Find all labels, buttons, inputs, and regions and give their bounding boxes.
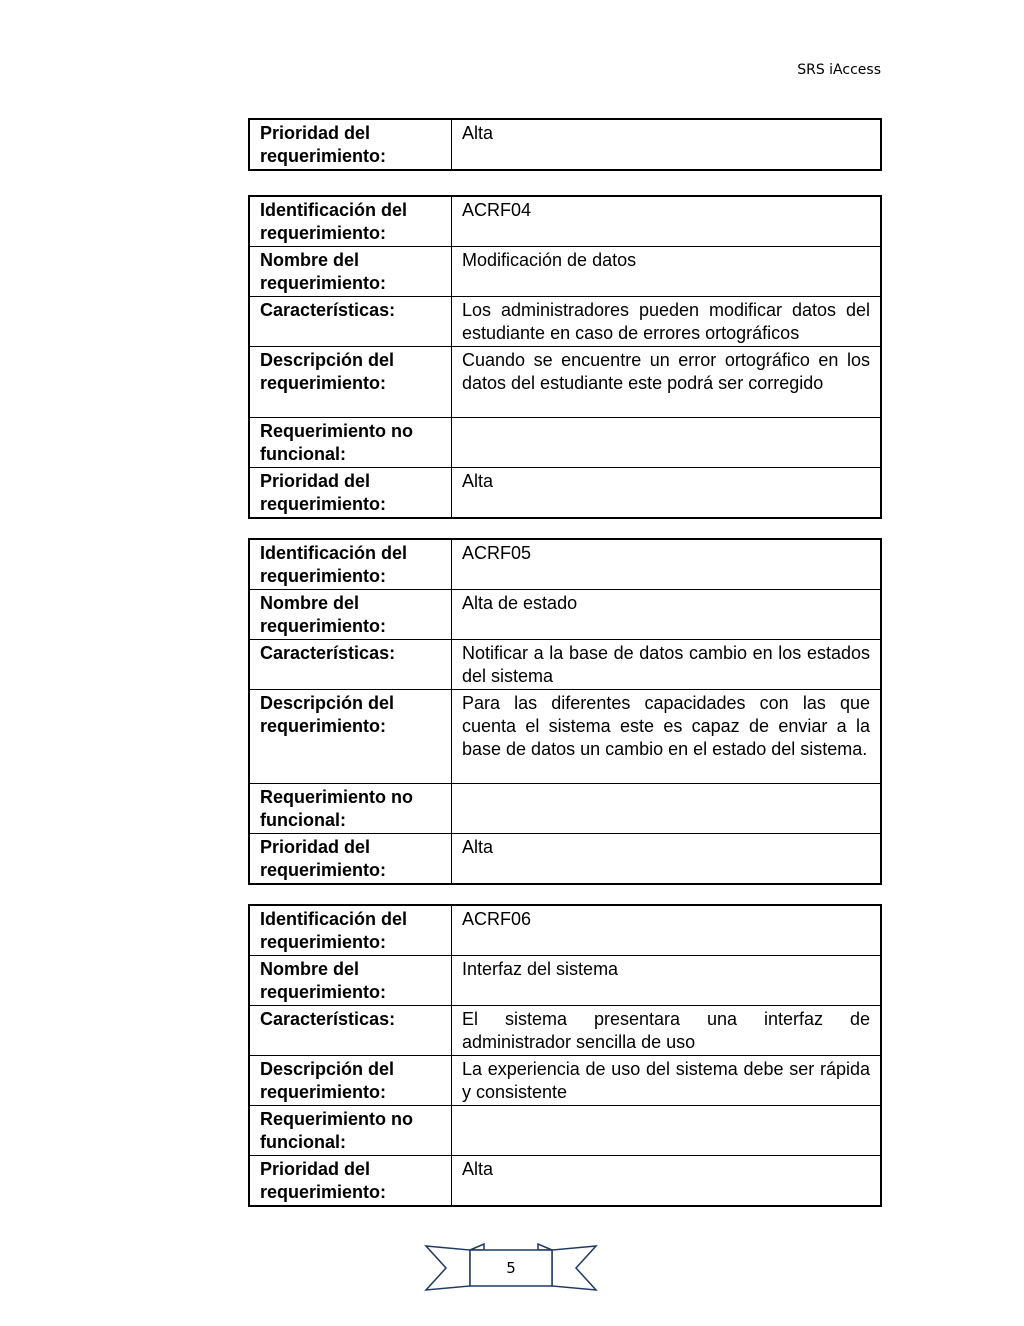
requirement-table (248, 538, 882, 885)
table-row (249, 468, 881, 519)
field-label: Prioridad del requerimiento: (249, 834, 452, 885)
field-value (452, 418, 882, 468)
table-row (249, 1006, 881, 1056)
page-number: 5 (506, 1259, 516, 1277)
field-value: Interfaz del sistema (452, 956, 882, 1006)
table-row (249, 119, 881, 170)
table-row (249, 247, 881, 297)
field-label: Nombre del requerimiento: (249, 247, 452, 297)
field-value: ACRF05 (452, 539, 882, 590)
table-row (249, 784, 881, 834)
field-value: Cuando se encuentre un error ortográfico en los datos del estudiante este podrá ser corregido (452, 347, 882, 418)
field-value (452, 1106, 882, 1156)
requirement-table (248, 118, 882, 171)
field-value: Alta (452, 468, 882, 519)
requirement-table (248, 195, 882, 519)
field-value: Alta (452, 119, 882, 170)
table-row (249, 539, 881, 590)
table-row (249, 690, 881, 784)
field-label: Prioridad del requerimiento: (249, 119, 452, 170)
requirement-table (248, 904, 882, 1207)
field-value: Para las diferentes capacidades con las que cuenta el sistema este es capaz de enviar a la base de datos un cambio en el estado del sistema. (452, 690, 882, 784)
field-label: Prioridad del requerimiento: (249, 468, 452, 519)
field-value: Alta (452, 834, 882, 885)
table-row (249, 834, 881, 885)
field-label: Descripción del requerimiento: (249, 1056, 452, 1106)
table-row (249, 196, 881, 247)
table-row (249, 1056, 881, 1106)
table-row (249, 1106, 881, 1156)
field-label: Descripción del requerimiento: (249, 690, 452, 784)
field-value: Modificación de datos (452, 247, 882, 297)
field-label: Características: (249, 297, 452, 347)
field-value: La experiencia de uso del sistema debe ser rápida y consistente (452, 1056, 882, 1106)
field-label: Características: (249, 640, 452, 690)
table-row (249, 956, 881, 1006)
field-value: ACRF04 (452, 196, 882, 247)
table-row (249, 347, 881, 418)
table-row (249, 905, 881, 956)
field-label: Requerimiento no funcional: (249, 1106, 452, 1156)
table-row (249, 297, 881, 347)
field-label: Identificación del requerimiento: (249, 905, 452, 956)
field-label: Descripción del requerimiento: (249, 347, 452, 418)
field-label: Características: (249, 1006, 452, 1056)
field-value: ACRF06 (452, 905, 882, 956)
field-label: Nombre del requerimiento: (249, 590, 452, 640)
field-value: Alta de estado (452, 590, 882, 640)
field-value: Notificar a la base de datos cambio en los estados del sistema (452, 640, 882, 690)
table-row (249, 418, 881, 468)
field-value: Los administradores pueden modificar datos del estudiante en caso de errores ortográficos (452, 297, 882, 347)
field-label: Requerimiento no funcional: (249, 418, 452, 468)
table-row (249, 1156, 881, 1207)
field-label: Identificación del requerimiento: (249, 539, 452, 590)
field-value (452, 784, 882, 834)
table-row (249, 640, 881, 690)
table-row (249, 590, 881, 640)
field-value: Alta (452, 1156, 882, 1207)
field-label: Nombre del requerimiento: (249, 956, 452, 1006)
field-label: Prioridad del requerimiento: (249, 1156, 452, 1207)
running-header: SRS iAccess (797, 62, 881, 78)
field-value: El sistema presentara una interfaz de administrador sencilla de uso (452, 1006, 882, 1056)
page-footer (424, 1240, 598, 1296)
field-label: Requerimiento no funcional: (249, 784, 452, 834)
field-label: Identificación del requerimiento: (249, 196, 452, 247)
